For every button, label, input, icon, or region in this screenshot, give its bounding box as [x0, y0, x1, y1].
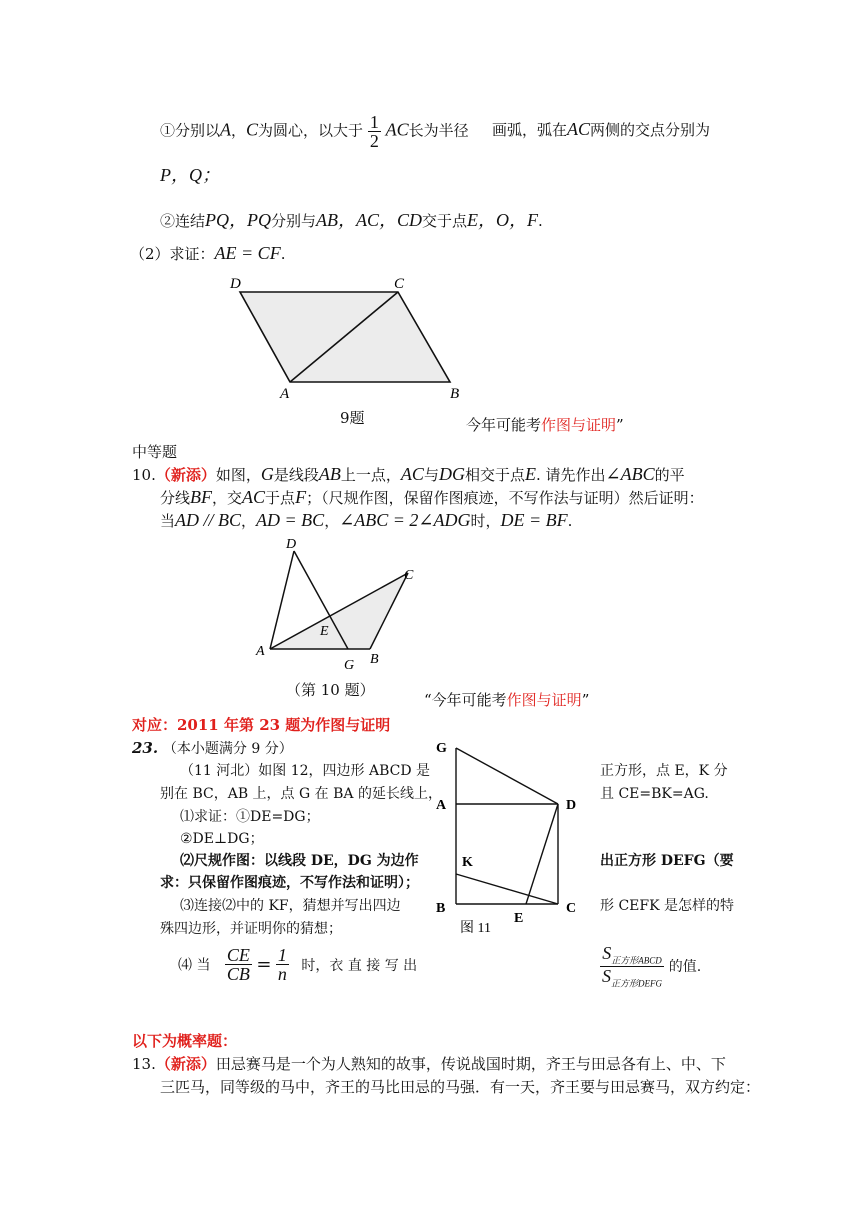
- figure-9-note: [466, 414, 624, 435]
- text: 分别与: [271, 212, 317, 230]
- new-tag: （新添）: [155, 1055, 216, 1073]
- note-quote: ”: [616, 416, 624, 434]
- denominator: 2: [369, 131, 379, 151]
- text: ，: [241, 512, 257, 530]
- label-K: K: [462, 855, 473, 870]
- math: G: [260, 464, 274, 484]
- new-tag: （新添）: [155, 466, 216, 484]
- question-number: 10.: [132, 466, 156, 484]
- step1-line-right: [492, 119, 710, 140]
- note-highlight: 作图与证明: [541, 416, 617, 434]
- text: 的值.: [668, 959, 702, 976]
- math: ∠ABC: [605, 464, 655, 484]
- label-A: A: [436, 798, 447, 813]
- step1-points: P，Q；: [160, 165, 220, 185]
- label-B: B: [436, 901, 446, 916]
- q23-l4: ②DE⊥DG；: [180, 831, 264, 847]
- segment-AD: [270, 551, 294, 649]
- question-number: 13.: [132, 1055, 156, 1073]
- q23-l7r: 形 CEFK 是怎样的特: [600, 898, 735, 914]
- q23-title: [132, 738, 293, 758]
- numerator: 1: [369, 112, 379, 132]
- text: ⑷ 当: [178, 957, 211, 974]
- denominator: n: [277, 964, 287, 984]
- q23-l6: 求：只保留作图痕迹，不写作法和证明）；: [160, 875, 419, 891]
- math-AC: AC: [385, 119, 409, 140]
- fraction-1-n: [276, 946, 289, 983]
- math: AD // BC: [175, 510, 242, 530]
- text: 画弧，弧在: [492, 121, 568, 139]
- score: （本小题满分 9 分）: [162, 741, 293, 757]
- q23-l5: ⑵尺规作图：以线段 DE，DG 为边作: [180, 853, 419, 869]
- text: 分线: [160, 489, 191, 507]
- subscript: 正方形DEFG: [611, 978, 662, 989]
- q23-l7: ⑶连接⑵中的 KF，猜想并写出四边: [180, 898, 401, 914]
- text: 交于点: [422, 212, 468, 230]
- text: 时，衣 直 接 写 出: [301, 957, 418, 974]
- math: AD = BC: [256, 510, 325, 530]
- segment-KC: [456, 874, 558, 904]
- label-C: C: [404, 568, 414, 583]
- label-E: E: [514, 911, 524, 926]
- label-A: A: [280, 386, 290, 402]
- figure-11-caption: 图 11: [460, 921, 491, 936]
- label-D: D: [566, 798, 577, 813]
- label-B: B: [370, 652, 379, 667]
- label-A: A: [256, 644, 265, 659]
- text: ；（尺规作图，保留作图痕迹，不写作法与证明）然后证明：: [306, 489, 704, 507]
- prove-line: [130, 243, 285, 264]
- text: 与: [423, 466, 439, 484]
- math: AB: [318, 464, 341, 484]
- question-number: 23.: [132, 739, 159, 757]
- text: 如图，: [215, 466, 261, 484]
- note-highlight: 作图与证明: [506, 691, 582, 709]
- equals: =: [256, 954, 272, 975]
- math-C: C: [246, 119, 259, 140]
- text: 于点: [265, 489, 296, 507]
- numerator: 1: [277, 945, 287, 965]
- math-A: A: [220, 119, 232, 140]
- math-PQ: PQ，PQ: [205, 210, 272, 230]
- q10-line3: [160, 510, 572, 531]
- figure-10-note: [424, 689, 589, 710]
- fraction-CE-CB: [225, 946, 252, 983]
- q23-l3: ⑴求证：①DE=DG；: [180, 809, 320, 825]
- text: ，交: [212, 489, 243, 507]
- text: ②连结: [160, 212, 206, 230]
- text: 时，: [470, 512, 501, 530]
- q23-l2: 别在 BC，AB 上，点 G 在 BA 的延长线上，: [160, 786, 442, 802]
- q23-l8: 殊四边形，并证明你的猜想；: [160, 921, 342, 937]
- subscript: 正方形ABCD: [611, 955, 662, 966]
- math: BF: [190, 487, 213, 507]
- segment-DE: [526, 804, 558, 904]
- q23-header: 对应：2011 年第 23 题为作图与证明: [132, 716, 391, 734]
- text: 相交于点: [464, 466, 525, 484]
- text: .: [567, 512, 573, 530]
- q23-l9: [178, 946, 417, 983]
- text: 当: [160, 512, 176, 530]
- label-E: E: [320, 624, 329, 639]
- q23-l1r: 正方形，点 E，K 分: [600, 763, 728, 779]
- note-text: 今年可能考: [466, 416, 542, 434]
- text: 上一点，: [340, 466, 401, 484]
- step1-line: [160, 113, 469, 150]
- label-D: D: [286, 537, 297, 552]
- difficulty-label: 中等题: [132, 443, 178, 461]
- text: （2）求证：: [130, 245, 215, 263]
- figure-10: [250, 535, 430, 675]
- q10-line2: [160, 487, 704, 508]
- label-G: G: [344, 658, 355, 673]
- fraction-half: [368, 113, 381, 150]
- q10-line1: [132, 464, 685, 485]
- text: .: [280, 245, 286, 263]
- denominator: [600, 967, 664, 989]
- math: ∠ABC = 2∠ADG: [339, 510, 471, 530]
- label-D: D: [230, 276, 241, 292]
- text: 为圆心，以大于: [258, 121, 364, 140]
- note-text: “今年可能考: [424, 691, 507, 709]
- text: . 请先作出: [535, 466, 606, 484]
- step2-line: [160, 206, 543, 232]
- numerator: CE: [226, 945, 250, 965]
- math-AC: AC: [567, 119, 591, 139]
- text: 两侧的交点分别为: [590, 121, 711, 139]
- q23-l1: （11 河北）如图 12，四边形 ABCD 是: [180, 763, 431, 779]
- math: F: [295, 487, 307, 507]
- text: ，: [324, 512, 340, 530]
- math-ABACCD: AB，AC，CD: [316, 210, 423, 230]
- label-B: B: [450, 386, 460, 402]
- probability-header: 以下为概率题：: [132, 1032, 238, 1050]
- numerator: [600, 944, 664, 967]
- math: DE = BF: [500, 510, 568, 530]
- fraction-area: [600, 944, 664, 988]
- segment-GD: [456, 748, 558, 804]
- math: E: [524, 464, 536, 484]
- text: .: [538, 212, 543, 230]
- figure-11-square: [428, 738, 598, 938]
- text: 的平: [654, 466, 685, 484]
- q23-l5r: 出正方形 DEFG（要: [600, 853, 734, 869]
- figure-10-caption: （第 10 题）: [286, 681, 375, 699]
- math: DG: [438, 464, 465, 484]
- math-EOF: E，O，F: [467, 210, 539, 230]
- label-C: C: [566, 901, 577, 916]
- text: 是线段: [273, 466, 319, 484]
- label-G: G: [436, 741, 447, 756]
- text: 长为半径: [408, 121, 469, 140]
- math-AE-CF: AE = CF: [214, 243, 281, 263]
- figure-9-caption: 9题: [340, 409, 365, 427]
- math: AC: [242, 487, 266, 507]
- label-C: C: [394, 276, 405, 292]
- text: ，: [231, 121, 247, 140]
- figure-9-parallelogram: [220, 270, 480, 402]
- note-quote: ”: [581, 691, 590, 709]
- text: ①分别以: [160, 121, 221, 140]
- text: 田忌赛马是一个为人熟知的故事，传说战国时期，齐王与田忌各有上、中、下: [215, 1055, 726, 1073]
- s: S: [602, 943, 612, 963]
- s: S: [602, 965, 611, 986]
- q13-line2: 三匹马，同等级的马中，齐王的马比田忌的马强．有一天，齐王要与田忌赛马，双方约定：: [160, 1078, 761, 1096]
- area-ratio: [600, 944, 701, 988]
- q23-l2r: 且 CE=BK=AG.: [600, 786, 709, 802]
- q13-line1: [132, 1053, 726, 1074]
- math: AC: [400, 464, 424, 484]
- denominator: CB: [226, 964, 250, 984]
